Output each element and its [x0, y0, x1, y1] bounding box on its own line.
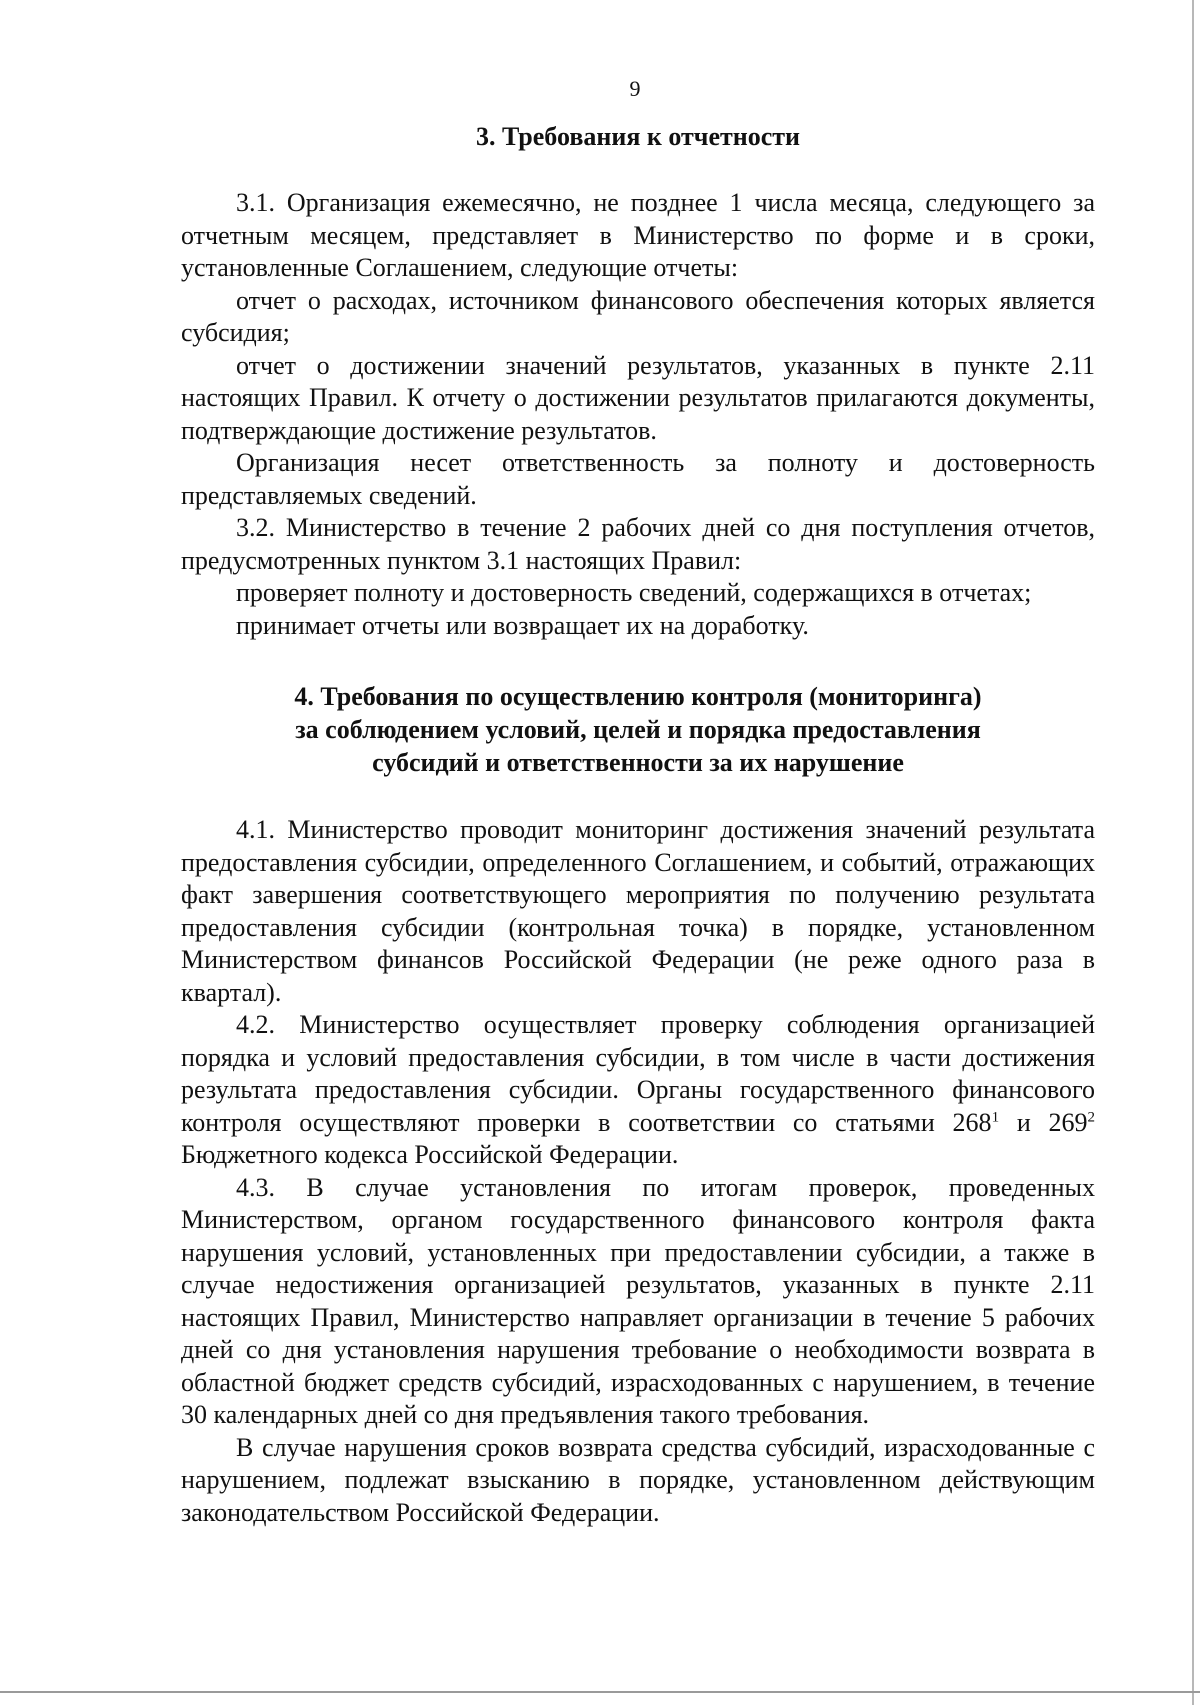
scan-edge-right [1192, 0, 1194, 1705]
page-number: 9 [629, 76, 641, 101]
paragraph-4-2 [181, 1009, 1095, 1172]
scan-edge-bottom [0, 1691, 1200, 1693]
section-4-heading-line-2: за соблюдением условий, целей и порядка предоставления [295, 715, 981, 744]
superscript-268: 1 [991, 1108, 1000, 1125]
paragraph-4-1: 4.1. Министерство проводит мониторинг достижения значений результата предоставления субсидии, определенного Соглашением, и событий, отражающих факт завершения соответствующего мероприятия по получению результата предоставления субсидии (контрольная точка) в порядке, установленном Министерством финансов Российской Федерации (не реже одного раза в квартал). [181, 815, 1095, 1007]
section-4-heading-line-1: 4. Требования по осуществлению контроля (мониторинга) [294, 682, 982, 711]
section-4-heading [181, 680, 1095, 779]
paragraph-4-2-part-1: 4.2. Министерство осуществляет проверку соблюдения организацией порядка и условий предоставления субсидии, в том числе в части достижения результата предоставления субсидии. Органы государственного финансового контроля осуществляют проверки в соответствии со статьями 268 [181, 1010, 1095, 1137]
paragraph-3-1: 3.1. Организация ежемесячно, не позднее 1 числа месяца, следующего за отчетным месяцем, представляет в Министерство по форме и в сроки, установленные Соглашением, следующие отчеты: [181, 188, 1095, 282]
paragraph-3-1-report-results: отчет о достижении значений результатов, указанных в пункте 2.11 настоящих Правил. К отчету о достижении результатов прилагаются документы, подтверждающие достижение результатов. [181, 350, 1095, 445]
paragraph-4-2-part-3: Бюджетного кодекса Российской Федерации. [181, 1140, 679, 1169]
section-3-heading: 3. Требования к отчетности [475, 122, 801, 151]
paragraph-3-2-accept: принимает отчеты или возвращает их на доработку. [236, 610, 809, 640]
document-body [181, 120, 1095, 1529]
paragraph-4-3-return: В случае нарушения сроков возврата средства субсидий, израсходованные с нарушением, подлежат взысканию в порядке, установленном действующим законодательством Российской Федерации. [181, 1432, 1095, 1527]
paragraph-3-1-responsibility: Организация несет ответственность за полноту и достоверность представляемых сведений. [181, 448, 1095, 510]
section-4-heading-line-3: субсидий и ответственности за их нарушение [372, 748, 904, 777]
paragraph-4-2-part-2: и 269 [999, 1107, 1088, 1137]
superscript-269: 2 [1087, 1108, 1095, 1125]
paragraph-4-3: 4.3. В случае установления по итогам проверок, проведенных Министерством, органом государственного финансового контроля факта нарушения условий, установленных при предоставлении субсидии, а также в случае недостижения организацией результатов, указанных в пункте 2.11 настоящих Правил, Министерство направляет организации в течение 5 рабочих дней со дня установления нарушения требование о необходимости возврата в областной бюджет средств субсидий, израсходованных с нарушением, в течение 30 календарных дней со дня предъявления такого требования. [181, 1172, 1095, 1429]
paragraph-3-2-check: проверяет полноту и достоверность сведений, содержащихся в отчетах; [236, 578, 1032, 607]
paragraph-3-1-report-expenses: отчет о расходах, источником финансового обеспечения которых является субсидия; [181, 285, 1095, 347]
paragraph-3-2: 3.2. Министерство в течение 2 рабочих дней со дня поступления отчетов, предусмотренных пунктом 3.1 настоящих Правил: [181, 513, 1095, 575]
